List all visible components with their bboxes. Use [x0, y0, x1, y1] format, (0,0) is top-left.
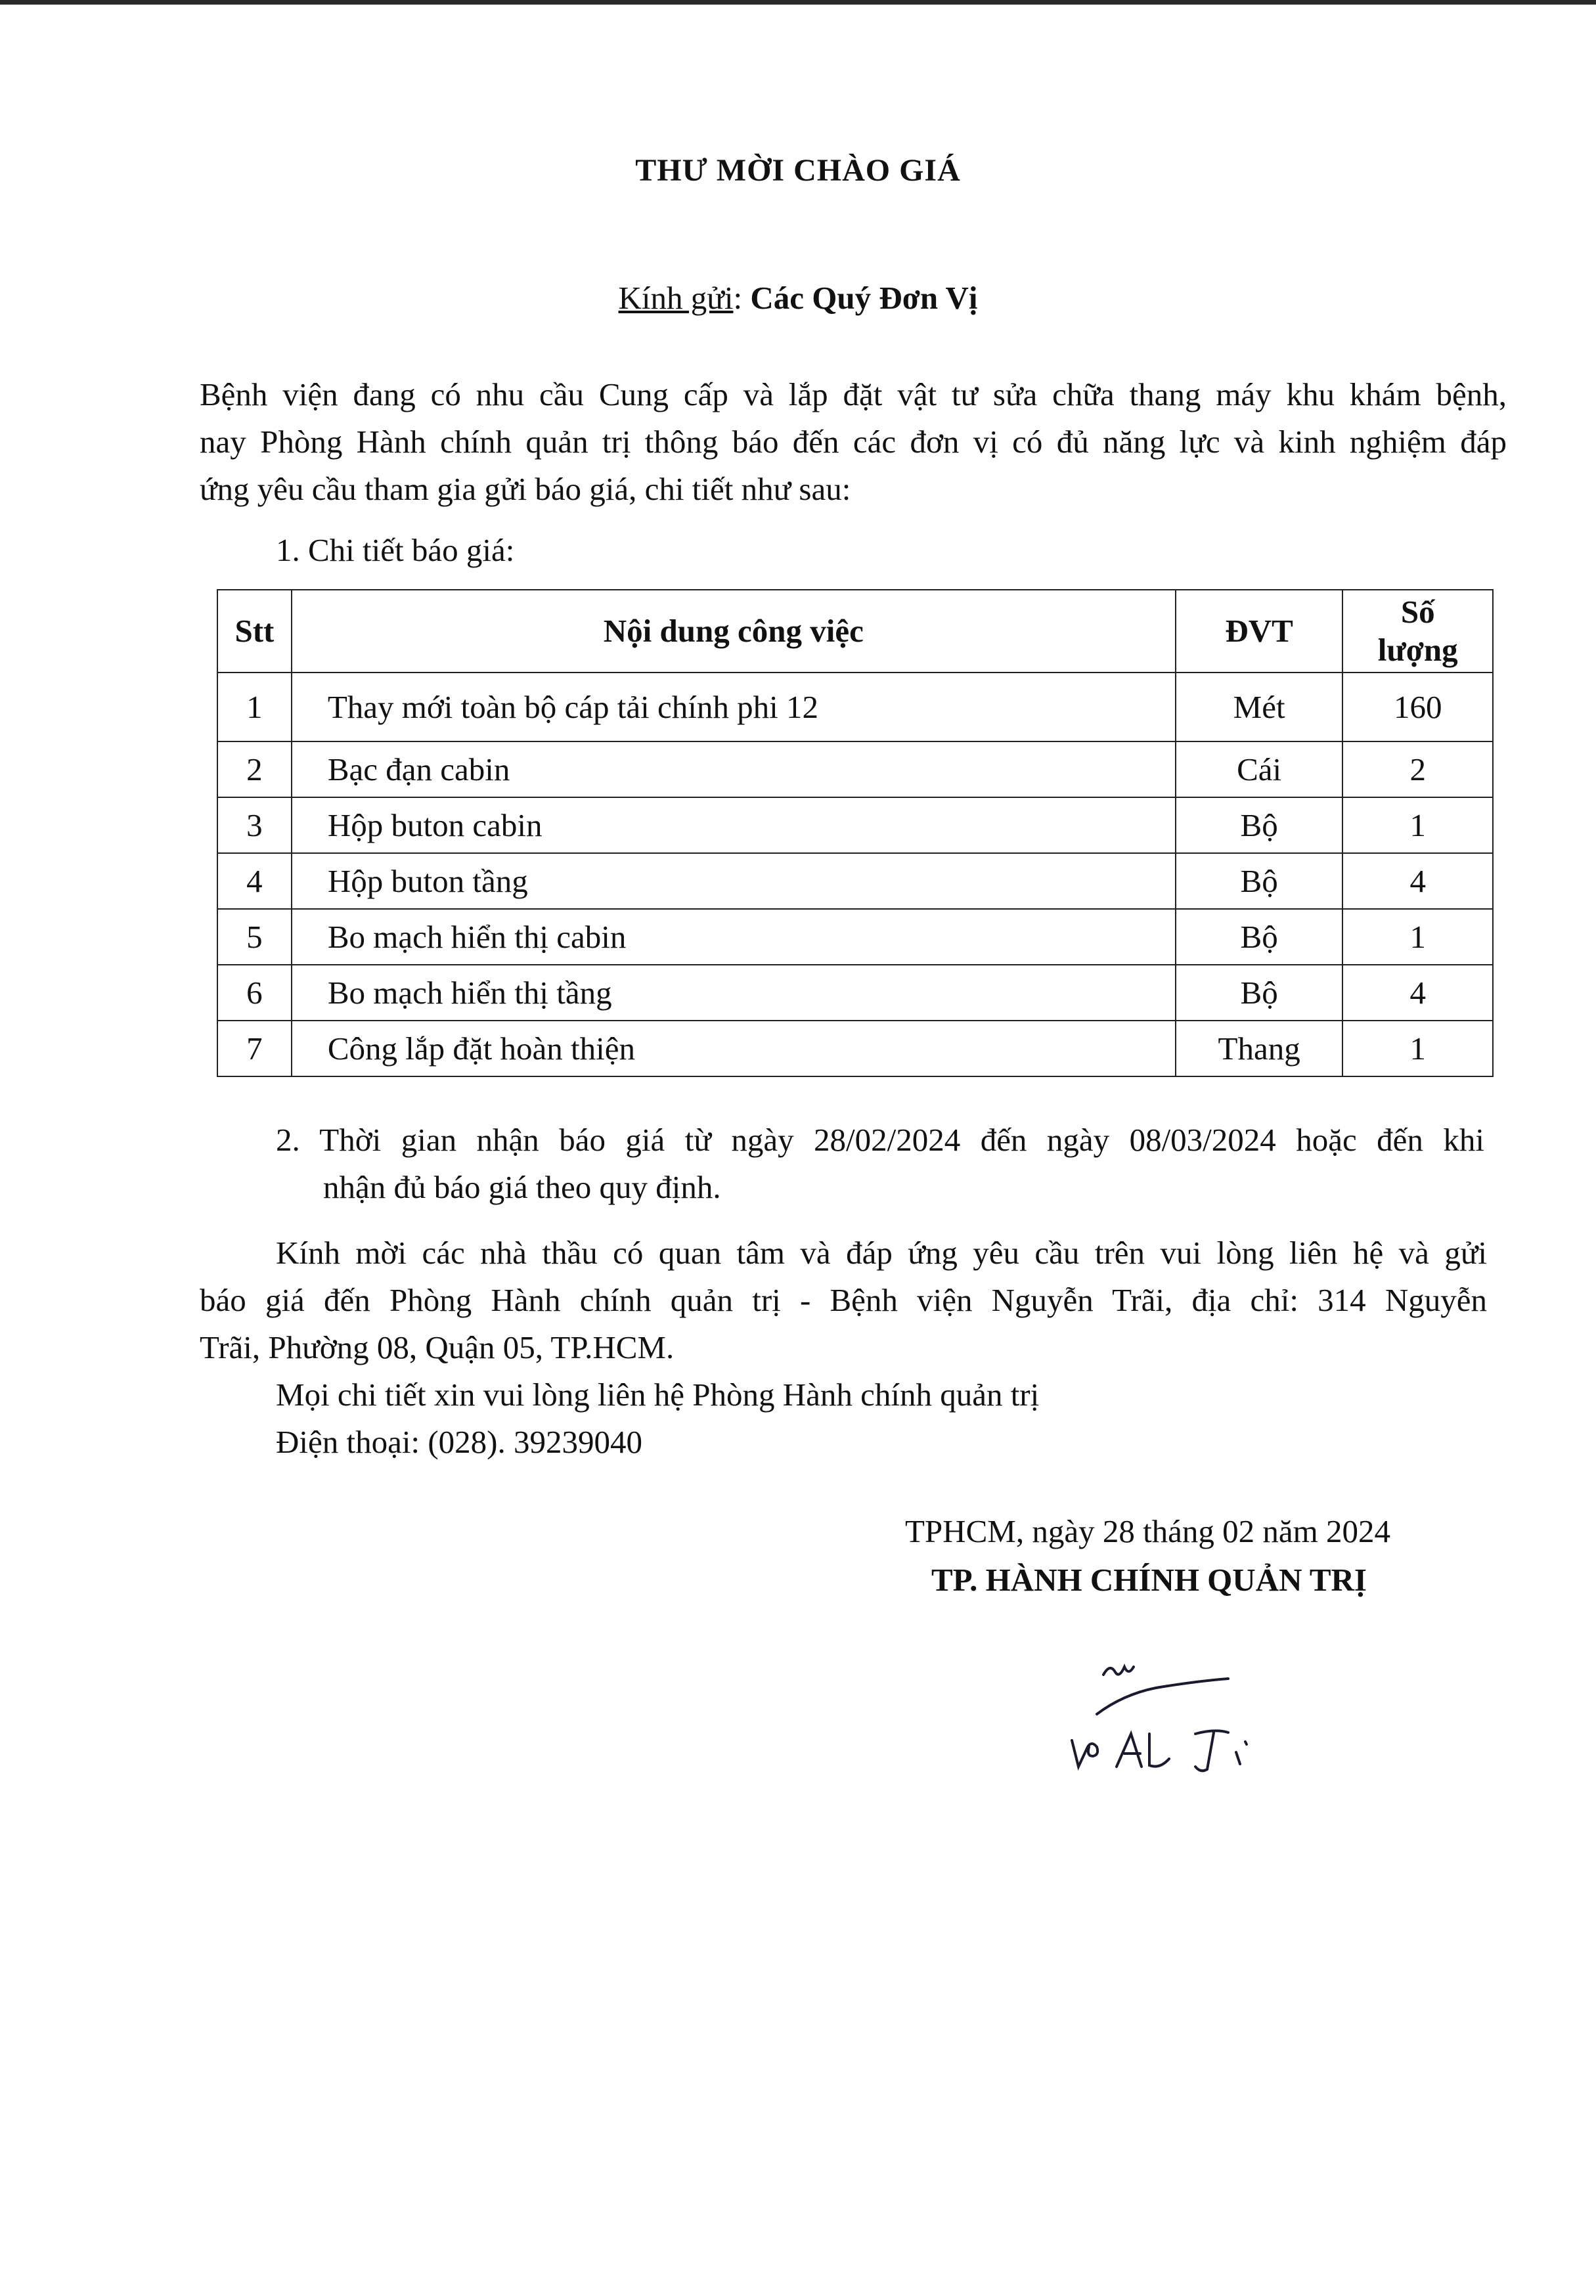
- intro-paragraph: [200, 371, 1507, 513]
- invite-paragraph: [200, 1229, 1487, 1371]
- table-row: [217, 965, 1493, 1021]
- cell-qty: 1: [1342, 909, 1493, 965]
- table-header-row: [217, 590, 1493, 673]
- cell-unit: Thang: [1176, 1021, 1343, 1076]
- quote-table: [217, 589, 1494, 1077]
- cell-stt: 2: [217, 741, 292, 797]
- table-row: [217, 797, 1493, 853]
- cell-unit: Cái: [1176, 741, 1343, 797]
- phone-line: Điện thoại: (028). 39239040: [276, 1424, 642, 1460]
- cell-content: Hộp buton tầng: [292, 853, 1176, 909]
- cell-unit: Bộ: [1176, 965, 1343, 1021]
- table-row: [217, 1021, 1493, 1076]
- invite-line: Trãi, Phường 08, Quận 05, TP.HCM.: [200, 1329, 675, 1365]
- item-1-heading: 1. Chi tiết báo giá:: [276, 532, 515, 568]
- intro-line: ứng yêu cầu tham gia gửi báo giá, chi tiết như sau:: [200, 471, 851, 507]
- table-row: [217, 909, 1493, 965]
- signer-org: TP. HÀNH CHÍNH QUẢN TRỊ: [931, 1562, 1367, 1598]
- header-qty-line1: Số: [1400, 594, 1435, 630]
- intro-line: Bệnh viện đang có nhu cầu Cung cấp và lắp đặt vật tư sửa chữa thang máy khu khám bệnh,: [200, 376, 1507, 412]
- document-title: THƯ MỜI CHÀO GIÁ: [635, 153, 961, 188]
- cell-qty: 2: [1342, 741, 1493, 797]
- cell-content: Bạc đạn cabin: [292, 741, 1176, 797]
- header-stt: Stt: [217, 590, 292, 673]
- header-unit: ĐVT: [1176, 590, 1343, 673]
- handwritten-signature: [1064, 1655, 1340, 1786]
- intro-line: nay Phòng Hành chính quản trị thông báo đến các đơn vị có đủ năng lực và kinh nghiệm đáp: [200, 424, 1507, 460]
- cell-content: Thay mới toàn bộ cáp tải chính phi 12: [292, 673, 1176, 741]
- cell-qty: 1: [1342, 1021, 1493, 1076]
- cell-unit: Bộ: [1176, 853, 1343, 909]
- greeting: [0, 279, 1596, 317]
- cell-stt: 3: [217, 797, 292, 853]
- cell-stt: 4: [217, 853, 292, 909]
- invite-line: Kính mời các nhà thầu có quan tâm và đáp ứng yêu cầu trên vui lòng liên hệ và gửi: [276, 1235, 1487, 1271]
- invite-line: báo giá đến Phòng Hành chính quản trị - Bệnh viện Nguyễn Trãi, địa chỉ: 314 Nguyễn: [200, 1282, 1487, 1318]
- cell-stt: 6: [217, 965, 292, 1021]
- cell-qty: 4: [1342, 965, 1493, 1021]
- cell-stt: 7: [217, 1021, 292, 1076]
- contact-line: Mọi chi tiết xin vui lòng liên hệ Phòng Hành chính quản trị: [276, 1377, 1040, 1413]
- table-row: [217, 853, 1493, 909]
- cell-qty: 1: [1342, 797, 1493, 853]
- table-row: [217, 673, 1493, 741]
- cell-stt: 1: [217, 673, 292, 741]
- scan-edge: [0, 0, 1596, 5]
- cell-unit: Bộ: [1176, 909, 1343, 965]
- cell-unit: Bộ: [1176, 797, 1343, 853]
- cell-qty: 160: [1342, 673, 1493, 741]
- cell-content: Bo mạch hiển thị tầng: [292, 965, 1176, 1021]
- header-qty: [1342, 590, 1493, 673]
- item-2-line: nhận đủ báo giá theo quy định.: [323, 1169, 721, 1205]
- cell-unit: Mét: [1176, 673, 1343, 741]
- cell-stt: 5: [217, 909, 292, 965]
- table-row: [217, 741, 1493, 797]
- cell-qty: 4: [1342, 853, 1493, 909]
- item-2-line: 2. Thời gian nhận báo giá từ ngày 28/02/2024 đến ngày 08/03/2024 hoặc đến khi: [276, 1122, 1484, 1158]
- date-line: TPHCM, ngày 28 tháng 02 năm 2024: [905, 1513, 1391, 1549]
- cell-content: Hộp buton cabin: [292, 797, 1176, 853]
- greeting-colon: :: [733, 280, 743, 316]
- item-2-paragraph: [276, 1116, 1484, 1211]
- cell-content: Bo mạch hiển thị cabin: [292, 909, 1176, 965]
- greeting-recipient: Các Quý Đơn Vị: [750, 280, 978, 316]
- header-content: Nội dung công việc: [292, 590, 1176, 673]
- header-qty-line2: lượng: [1377, 632, 1458, 668]
- greeting-label: Kính gửi: [618, 280, 734, 316]
- cell-content: Công lắp đặt hoàn thiện: [292, 1021, 1176, 1076]
